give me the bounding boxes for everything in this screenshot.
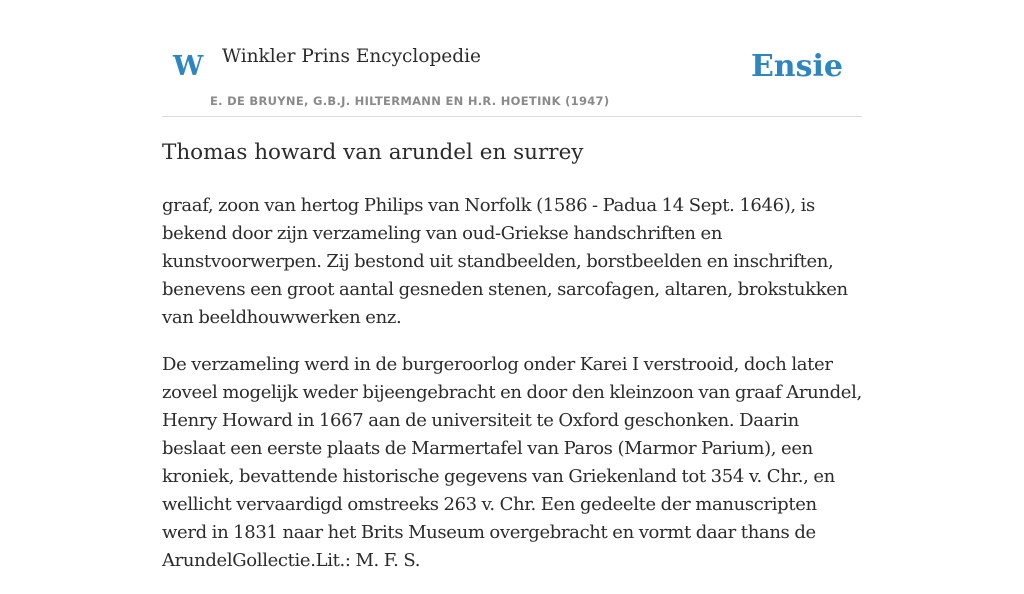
article-paragraph: graaf, zoon van hertog Philips van Norfolk (1586 - Padua 14 Sept. 1646), is bekend door zijn verzameling van oud-Griekse handschriften en kunstvoorwerpen. Zij bestond uit standbeelden, borstbeelden en inschriften, benevens een groot aantal gesneden stenen, sarcofagen, altaren, brokstukken van beeldhouwwerken enz.	[162, 195, 848, 328]
winkler-prins-logo-icon[interactable]: W	[173, 51, 204, 82]
article-paragraph: De verzameling werd in de burgeroorlog onder Karei I verstrooid, doch later zoveel mogelijk weder bijeengebracht en door den kleinzoon van graaf Arundel, Henry Howard in 1667 aan de universiteit te Oxford geschonken. Daarin beslaat een eerste plaats de Marmertafel van Paros (Marmor Parium), een kroniek, bevattende historische gegevens van Griekenland tot 354 v. Chr., en wellicht vervaardigd omstreeks 263 v. Chr. Een gedeelte der manuscripten werd in 1831 naar het Brits Museum overgebracht en vormt daar thans de ArundelGollectie.Lit.: M. F. S.	[162, 354, 862, 571]
ensie-brand-logo[interactable]: Ensie	[750, 49, 843, 84]
source-header	[162, 0, 862, 117]
source-title[interactable]: Winkler Prins Encyclopedie	[222, 46, 481, 67]
source-authors: E. DE BRUYNE, G.B.J. HILTERMANN EN H.R. HOETINK (1947)	[210, 94, 610, 108]
page	[162, 0, 862, 571]
article-title: Thomas howard van arundel en surrey	[162, 140, 584, 165]
article-body	[162, 192, 862, 594]
